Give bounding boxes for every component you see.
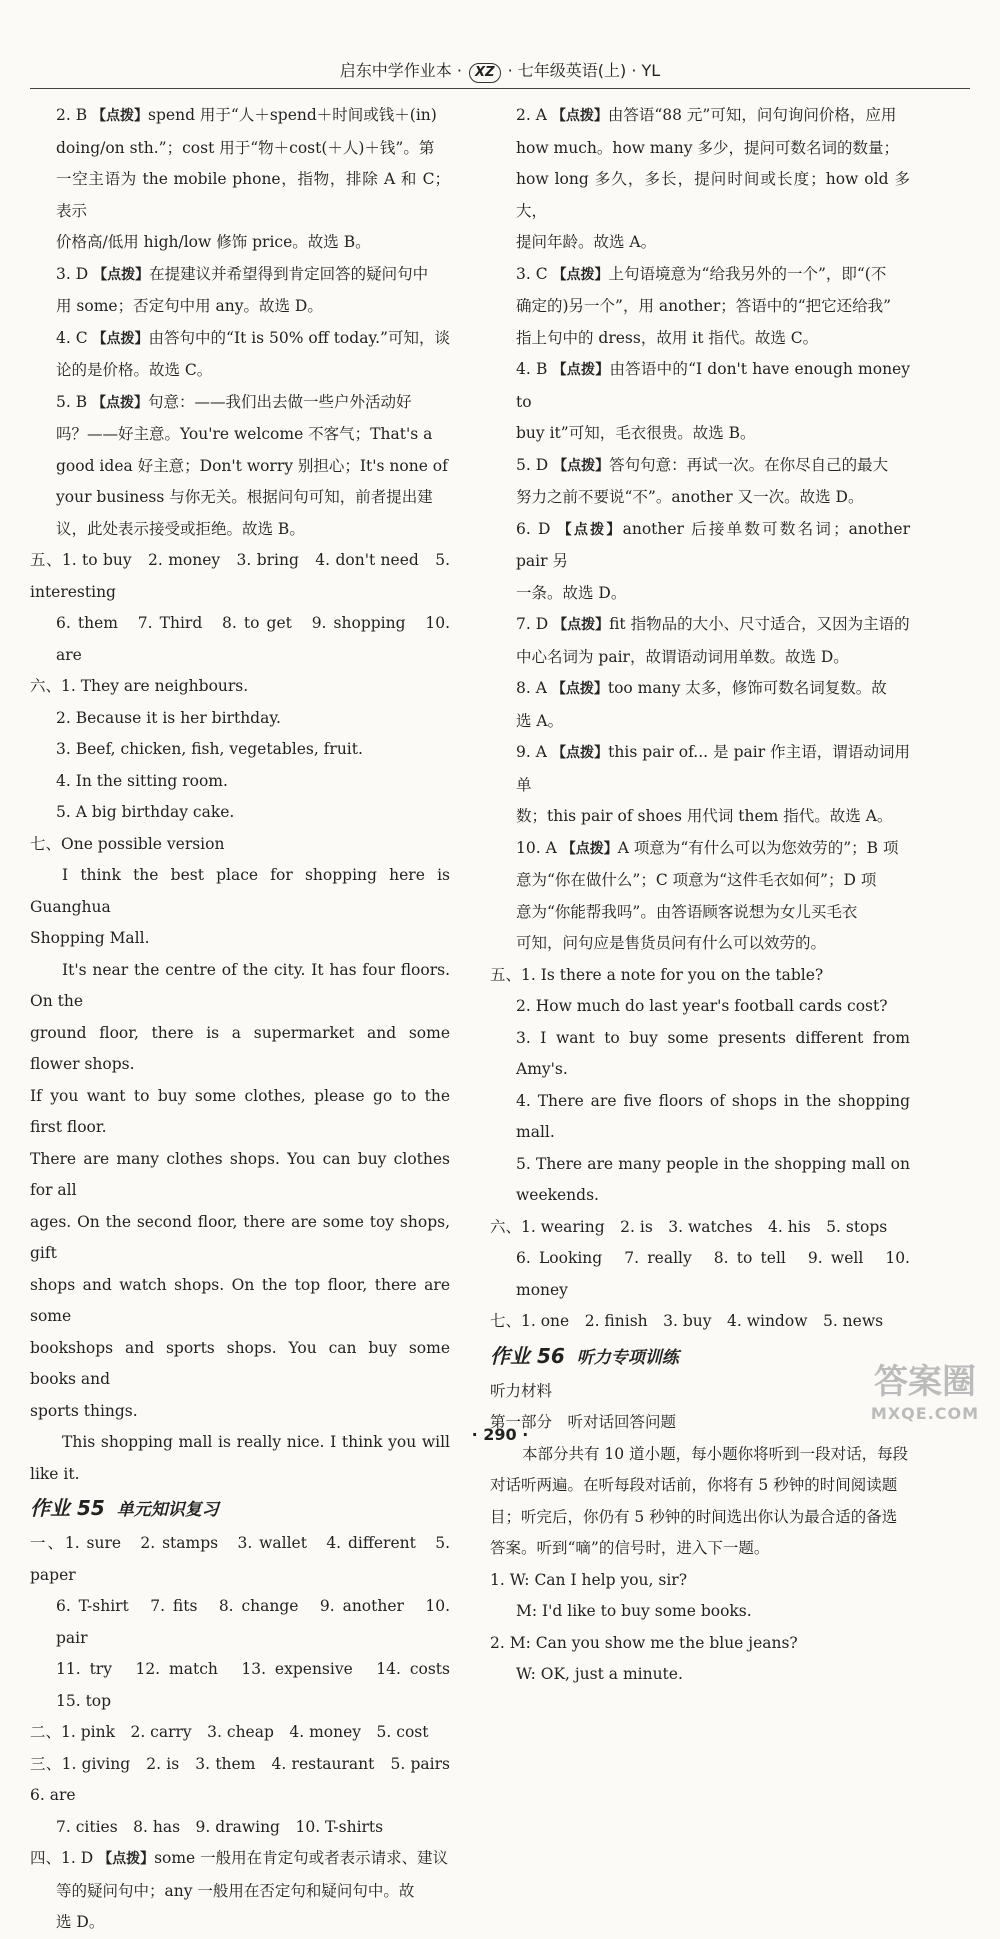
- answer-line: 选 D。: [56, 1913, 105, 1931]
- answer-line: 一、1. sure 2. stamps 3. wallet 4. different 5. paper: [30, 1534, 450, 1584]
- answer-line: buy it”可知，毛衣很贵。故选 B。: [516, 424, 756, 442]
- answer-line: 4. C 【点拨】由答句中的“It is 50% off today.”可知，谈: [56, 328, 450, 347]
- instruction-line: 本部分共有 10 道小题，每小题你将听到一段对话，每段: [522, 1444, 909, 1463]
- answer-line: 三、1. giving 2. is 3. them 4. restaurant 5. pairs 6. are: [30, 1754, 466, 1804]
- dialogue-line: 1. W: Can I help you, sir?: [490, 1570, 688, 1589]
- instruction-line: 目；听完后，你仍有 5 秒钟的时间选出你认为最合适的备选: [490, 1507, 898, 1526]
- header-rule: [30, 88, 970, 89]
- instruction-line: 答案。听到“嘀”的信号时，进入下一题。: [490, 1539, 770, 1557]
- answer-line: 六、1. wearing 2. is 3. watches 4. his 5. stops: [490, 1217, 888, 1236]
- answer-line: 9. A 【点拨】this pair of... 是 pair 作主语，谓语动词用单: [516, 743, 911, 794]
- answer-line: 七、1. one 2. finish 3. buy 4. window 5. news: [490, 1312, 884, 1330]
- answer-line: 议，此处表示接受或拒绝。故选 B。: [56, 519, 305, 538]
- answer-line: 用 some；否定句中用 any。故选 D。: [56, 297, 323, 315]
- answer-line: 6. them 7. Third 8. to get 9. shopping 10. are: [56, 614, 450, 664]
- answer-line: 指上句中的 dress，故用 it 指代。故选 C。: [516, 328, 819, 347]
- answer-line: 意为“你能帮我吗”。由答语顾客说想为女儿买毛衣: [516, 902, 858, 921]
- answer-line: 论的是价格。故选 C。: [56, 361, 213, 379]
- answer-line: 等的疑问句中；any 一般用在否定句和疑问句中。故: [56, 1881, 415, 1900]
- essay-line: sports things.: [30, 1401, 138, 1420]
- essay-line: This shopping mall is really nice. I think you will like it.: [30, 1433, 450, 1483]
- section-title-56: 作业 56 听力专项训练: [490, 1343, 679, 1368]
- answer-line: 意为“你在做什么”；C 项意为“这件毛衣如何”；D 项: [516, 871, 877, 889]
- dialogue-line: W: OK, just a minute.: [516, 1665, 683, 1683]
- answer-line: 5. B 【点拨】句意：——我们出去做一些户外活动好: [56, 392, 412, 411]
- answer-line: 吗？——好主意。You're welcome 不客气；That's a: [56, 425, 433, 443]
- dialogue-line: 2. M: Can you show me the blue jeans?: [490, 1633, 798, 1652]
- answer-line: 3. C 【点拨】上句语境意为“给我另外的一个”，即“(不: [516, 264, 887, 283]
- essay-line: It's near the centre of the city. It has four floors. On the: [30, 960, 450, 1010]
- dialogue-line: M: I'd like to buy some books.: [516, 1602, 752, 1620]
- left-column: [30, 100, 466, 1939]
- answer-line: 2. A 【点拨】由答语“88 元”可知，问句询问价格，应用: [516, 106, 897, 124]
- answer-line: 2. Because it is her birthday.: [56, 708, 281, 727]
- answer-line: 一条。故选 D。: [516, 583, 627, 602]
- answer-line: 六、1. They are neighbours.: [30, 677, 249, 695]
- essay-line: Shopping Mall.: [30, 929, 150, 947]
- answer-line: 5. A big birthday cake.: [56, 803, 235, 821]
- answer-line: how long 多久，多长，提问时间或长度；how old 多大，: [516, 170, 910, 220]
- answer-line: doing/on sth.”；cost 用于“物＋cost(＋人)＋钱”。第: [56, 138, 435, 157]
- answer-line: 四、1. D 【点拨】some 一般用在肯定句或者表示请求、建议: [30, 1849, 449, 1867]
- answer-line: 8. A 【点拨】too many 太多，修饰可数名词复数。故: [516, 679, 887, 697]
- answer-line: 7. cities 8. has 9. drawing 10. T-shirts: [56, 1817, 384, 1836]
- answer-line: 五、1. Is there a note for you on the table?: [490, 965, 824, 984]
- answer-line: 6. Looking 7. really 8. to tell 9. well 10. money: [516, 1249, 910, 1299]
- answer-line: 5. D 【点拨】答句句意：再试一次。在你尽自己的最大: [516, 455, 889, 474]
- answer-line: 提问年龄。故选 A。: [516, 233, 657, 251]
- answer-line: 价格高/低用 high/low 修饰 price。故选 B。: [56, 233, 371, 251]
- answer-line: 确定的)另一个”，用 another；答语中的“把它还给我”: [516, 297, 892, 315]
- answer-line: 七、One possible version: [30, 834, 225, 853]
- answer-line: 中心名词为 pair，故谓语动词用单数。故选 D。: [516, 647, 849, 666]
- answer-line: 五、1. to buy 2. money 3. bring 4. don't need 5. interesting: [30, 551, 450, 601]
- answer-line: 2. B 【点拨】spend 用于“人＋spend＋时间或钱＋(in): [56, 106, 437, 124]
- section-title-55: 作业 55 单元知识复习: [30, 1496, 219, 1520]
- answer-line: 二、1. pink 2. carry 3. cheap 4. money 5. cost: [30, 1723, 429, 1741]
- answer-line: 数；this pair of shoes 用代词 them 指代。故选 A。: [516, 807, 893, 825]
- essay-line: I think the best place for shopping here is Guanghua: [30, 866, 450, 916]
- xz-logo: XZ: [469, 63, 500, 83]
- answer-line: 3. Beef, chicken, fish, vegetables, fruit.: [56, 740, 363, 758]
- header-title-post: · 七年级英语(上) · YL: [502, 61, 661, 80]
- page-number: · 290 ·: [471, 1425, 529, 1444]
- essay-line: If you want to buy some clothes, please go to the first floor.: [30, 1086, 450, 1136]
- answer-line: 6. T-shirt 7. fits 8. change 9. another 10. pair: [56, 1597, 450, 1647]
- listening-heading: 听力材料: [490, 1381, 553, 1400]
- answer-line: 7. D 【点拨】fit 指物品的大小、尺寸适合，又因为主语的: [516, 615, 910, 633]
- answer-line: 5. There are many people in the shopping mall on weekends.: [516, 1154, 910, 1204]
- answer-line: 2. How much do last year's football cards cost?: [516, 997, 888, 1015]
- answer-line: your business 与你无关。根据问句可知，前者提出建: [56, 488, 433, 506]
- answer-line: 3. I want to buy some presents different from Amy's.: [516, 1028, 910, 1078]
- answer-line: 11. try 12. match 13. expensive 14. costs 15. top: [56, 1660, 466, 1710]
- essay-line: shops and watch shops. On the top floor, there are some: [30, 1275, 450, 1325]
- watermark-logo: 答案圈 MXQE.COM: [870, 1362, 980, 1423]
- listening-part-title: 第一部分 听对话回答问题: [490, 1413, 677, 1431]
- answer-line: 努力之前不要说“不”。another 又一次。故选 D。: [516, 488, 864, 506]
- essay-line: ground floor, there is a supermarket and some flower shops.: [30, 1023, 450, 1073]
- answer-line: 10. A 【点拨】A 项意为“有什么可以为您效劳的”；B 项: [516, 838, 899, 857]
- answer-line: how much。how many 多少，提问可数名词的数量；: [516, 138, 899, 157]
- essay-line: ages. On the second floor, there are some toy shops, gift: [30, 1212, 450, 1262]
- answer-line: 4. B 【点拨】由答语中的“I don't have enough money to: [516, 360, 910, 411]
- answer-line: 可知，问句应是售货员问有什么可以效劳的。: [516, 934, 827, 952]
- header-title-pre: 启东中学作业本 ·: [339, 61, 468, 80]
- answer-line: 选 A。: [516, 711, 564, 730]
- answer-line: good idea 好主意；Don't worry 别担心；It's none of: [56, 456, 448, 475]
- answer-line: 4. There are five floors of shops in the shopping mall.: [516, 1091, 910, 1141]
- essay-line: There are many clothes shops. You can buy clothes for all: [30, 1149, 450, 1199]
- instruction-line: 对话听两遍。在听每段对话前，你将有 5 秒钟的时间阅读题: [490, 1476, 898, 1494]
- right-column: [490, 100, 910, 1691]
- page-header: [30, 58, 970, 88]
- answer-line: 3. D 【点拨】在提建议并希望得到肯定回答的疑问句中: [56, 264, 429, 283]
- essay-line: bookshops and sports shops. You can buy some books and: [30, 1338, 450, 1388]
- answer-line: 4. In the sitting room.: [56, 771, 228, 790]
- answer-line: 6. D 【点拨】another 后接单数可数名词；another pair 另: [516, 519, 910, 570]
- answer-line: 一空主语为 the mobile phone，指物，排除 A 和 C；表示: [56, 170, 450, 220]
